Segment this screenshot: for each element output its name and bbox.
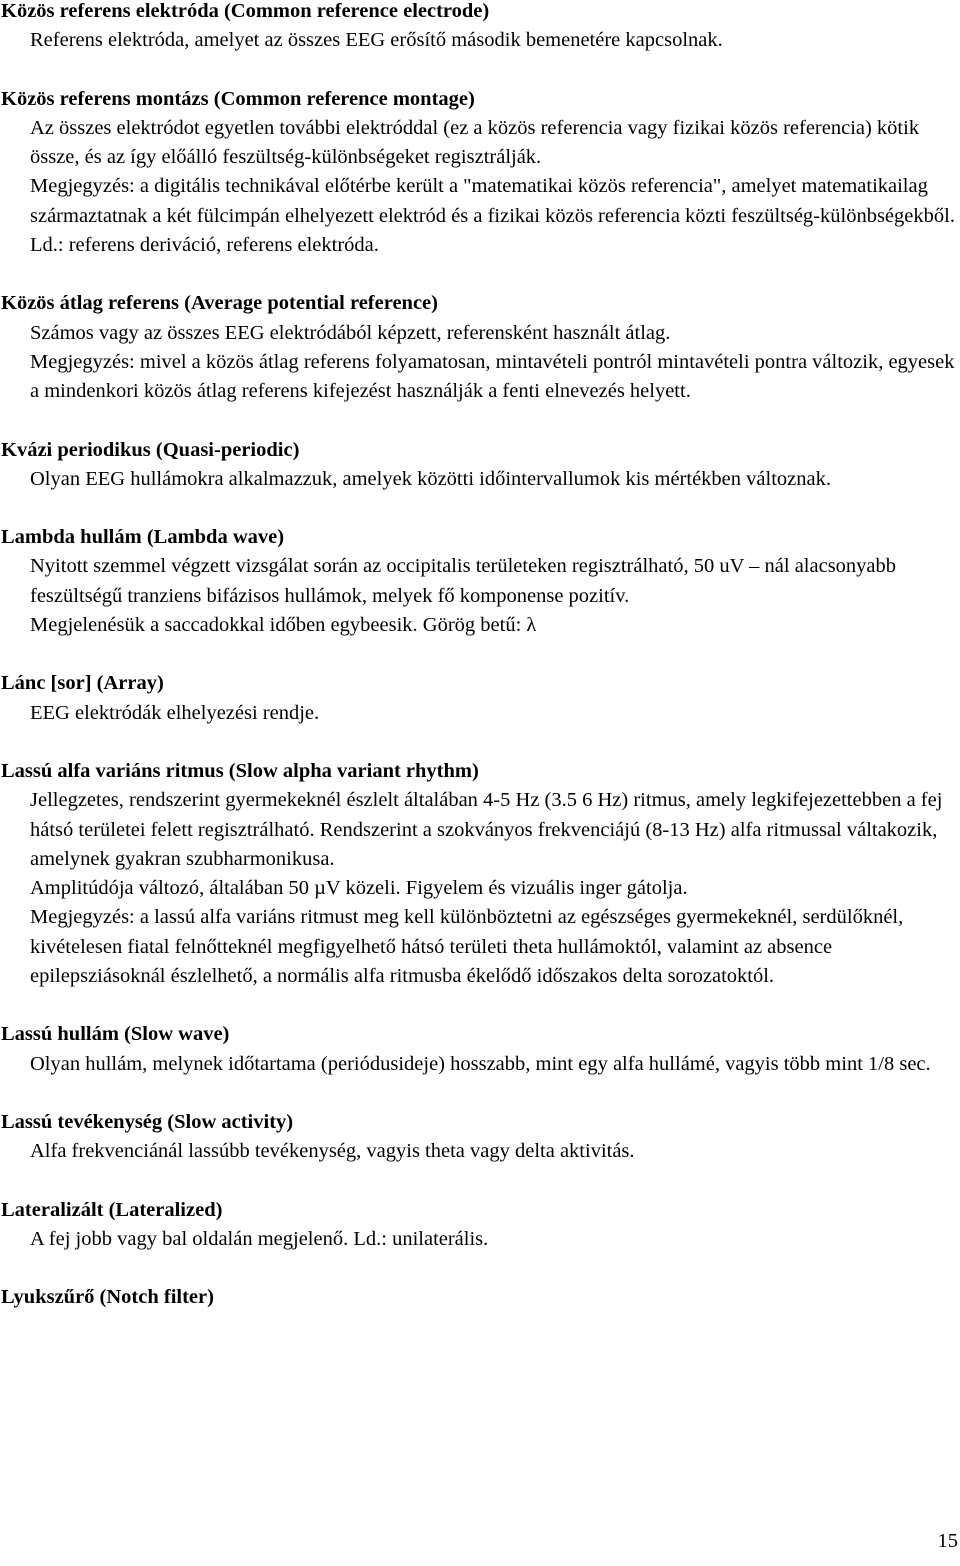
entry-paragraph: Alfa frekvenciánál lassúbb tevékenység, vagyis theta vagy delta aktivitás. [30,1140,635,1163]
entry-paragraph: Olyan hullám, melynek időtartama (periódusideje) hosszabb, mint egy alfa hullámé, vagyis több mint 1/8 sec. [30,1052,931,1075]
entry-title: Lassú tevékenység (Slow activity) [1,1110,294,1133]
glossary-entry [0,436,960,495]
entry-paragraph: Megjegyzés: a digitális technikával előtérbe került a "matematikai közös referencia", amelyet matematikailag származtatnak a két fülcimpán elhelyezett elektród és a fizikai közös referencia közti feszültség-különbségekből. Ld.: referens deriváció, referens elektróda. [30,175,955,257]
glossary-entry [0,289,960,406]
glossary-entry [0,1196,960,1255]
entry-paragraph: Referens elektróda, amelyet az összes EEG erősítő második bemenetére kapcsolnak. [30,29,723,52]
entry-title: Lambda hullám (Lambda wave) [1,526,285,549]
entry-paragraph: Megjegyzés: a lassú alfa variáns ritmust meg kell különböztetni az egészséges gyermekeknél, serdülőknél, kivételesen fiatal felnőtteknél megfigyelhető hátsó területi theta hullámoktól, valamint az absence epilepsziásoknál észlelhető, a normális alfa ritmusba ékelődő időszakos delta sorozatoktól. [30,906,904,988]
glossary-entry [0,757,960,991]
entry-paragraph: Számos vagy az összes EEG elektródából képzett, referensként használt átlag. [30,321,671,344]
entry-title: Kvázi periodikus (Quasi-periodic) [1,438,300,461]
entry-paragraph: Megjelenésük a saccadokkal időben egybeesik. Görög betű: λ [30,614,537,637]
glossary-entry [0,0,960,56]
entry-title: Közös referens montázs (Common reference montage) [1,87,475,110]
entry-paragraph: Az összes elektródot egyetlen további elektróddal (ez a közös referencia vagy fizikai közös referencia) kötik össze, és az így előálló feszültség-különbségeket regisztrálják. [30,116,920,169]
entry-title: Lateralizált (Lateralized) [1,1198,223,1221]
entry-title: Közös referens elektróda (Common reference electrode) [1,0,490,22]
entry-title: Lassú alfa variáns ritmus (Slow alpha variant rhythm) [1,759,479,782]
entry-paragraph: Megjegyzés: mivel a közös átlag referens folyamatosan, mintavételi pontról mintavételi pontra változik, egyesek a mindenkori közös átlag referens kifejezést használják a fenti elnevezés helyett. [30,350,955,403]
entry-title: Lyukszűrő (Notch filter) [1,1286,214,1309]
entry-paragraph: Nyitott szemmel végzett vizsgálat során az occipitalis területeken regisztrálható, 50 uV – nál alacsonyabb feszültségű tranziens bifázisos hullámok, melyek fő komponense pozitív. [30,555,897,607]
entry-paragraph: Amplitúdója változó, általában 50 µV közeli. Figyelem és vizuális inger gátolja. [30,877,688,900]
entry-paragraph: Olyan EEG hullámokra alkalmazzuk, amelyek közötti időintervallumok kis mértékben változnak. [30,467,831,490]
glossary-entry [0,669,960,728]
page-number: 15 [937,1530,958,1552]
entry-title: Közös átlag referens (Average potential reference) [1,292,438,315]
glossary-entry [0,523,960,640]
entry-paragraph: Jellegzetes, rendszerint gyermekeknél észlelt általában 4-5 Hz (3.5 6 Hz) ritmus, amely legkifejezettebben a fej hátsó területei felett regisztrálható. Rendszerint a szokványos frekvenciájú (8-13 Hz) alfa ritmussal váltakozik, amelynek gyakran szubharmonikusa. [30,789,943,870]
entry-paragraph: A fej jobb vagy bal oldalán megjelenő. Ld.: unilaterális. [30,1227,489,1250]
glossary-entry [0,1108,960,1167]
entry-paragraph: EEG elektródák elhelyezési rendje. [30,701,320,724]
glossary-entry [0,1020,960,1079]
entry-title: Lánc [sor] (Array) [1,672,164,695]
glossary-entry [0,85,960,261]
glossary-entry [0,1283,960,1312]
entry-title: Lassú hullám (Slow wave) [1,1023,230,1046]
